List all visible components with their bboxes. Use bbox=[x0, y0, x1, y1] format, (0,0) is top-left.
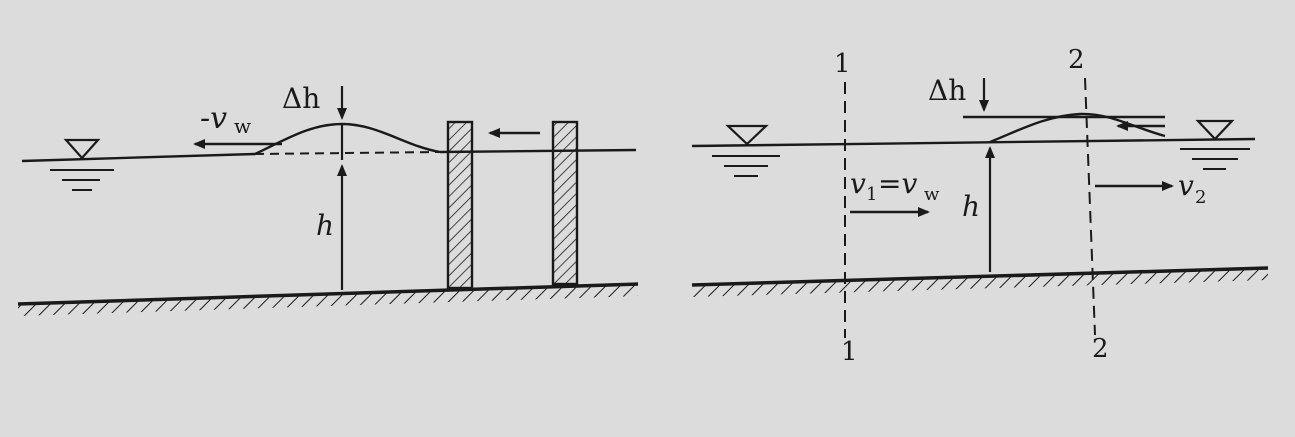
left-wave-hump bbox=[255, 124, 440, 154]
right-depth-label: h bbox=[962, 190, 981, 223]
velocity-2-sub: 2 bbox=[1195, 187, 1207, 208]
right-panel bbox=[692, 45, 1268, 367]
section-1-top-label: 1 bbox=[834, 49, 851, 79]
left-depth-label: h bbox=[316, 209, 335, 242]
section-2-bottom-label: 2 bbox=[1092, 334, 1109, 364]
velocity-2-main: v bbox=[1178, 169, 1194, 202]
left-gate-2 bbox=[553, 122, 577, 284]
velocity-1-main: v bbox=[850, 167, 866, 200]
velocity-1-eq-sub: w bbox=[924, 184, 940, 205]
right-water-surface bbox=[692, 139, 1255, 146]
left-wave-height-label: Δh bbox=[282, 82, 321, 115]
section-1-bottom-label: 1 bbox=[841, 337, 858, 367]
left-channel-bed bbox=[18, 284, 638, 316]
right-channel-bed bbox=[692, 268, 1268, 297]
right-water-symbol-left bbox=[712, 126, 780, 176]
left-wave-velocity-label: -v bbox=[200, 101, 228, 136]
left-water-symbol bbox=[50, 140, 114, 190]
right-water-symbol-right bbox=[1180, 121, 1250, 169]
velocity-1-eq: =v bbox=[878, 167, 918, 200]
section-2-top-label: 2 bbox=[1068, 45, 1085, 75]
left-panel bbox=[18, 82, 638, 316]
left-gate-1 bbox=[448, 122, 472, 288]
velocity-1-sub: 1 bbox=[866, 184, 878, 205]
left-wave-velocity-subscript: w bbox=[234, 114, 252, 138]
right-wave-height-label: Δh bbox=[928, 74, 967, 107]
svg-text:v bbox=[850, 167, 866, 200]
velocity-1-label bbox=[850, 167, 940, 205]
left-water-surface bbox=[22, 154, 255, 161]
left-dashed-level bbox=[255, 152, 440, 154]
